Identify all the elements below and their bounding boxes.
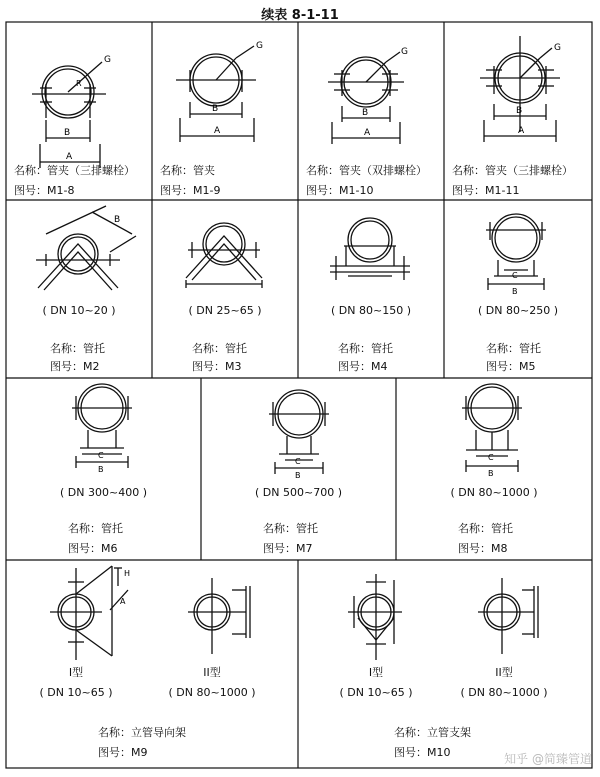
part-name: 名称：管托 [263,522,318,535]
part-code: 图号：M3 [192,360,242,373]
cell-m1-8 [6,22,152,200]
part-name: 名称：管夹 [160,164,215,177]
type-label: II型 [495,666,513,679]
part-name: 名称：管夹（三排螺栓） [452,164,573,177]
label-b: B [212,104,219,114]
pipe-size-range: ( DN 500~700 ) [255,486,342,499]
type-label: I型 [368,666,384,679]
label-g: G [104,55,111,65]
pipe-size-range: ( DN 80~1000 ) [460,686,548,699]
label-a: A [518,126,525,136]
part-code: 图号：M2 [50,360,100,373]
label-a: A [214,126,221,136]
part-code: 图号：M9 [98,746,148,759]
label-a: A [66,152,73,162]
cell-m10 [298,560,592,768]
part-code: 图号：M10 [394,746,451,759]
cell-m5 [444,200,592,378]
part-name: 名称：管夹（三排螺栓） [14,164,135,177]
cell-m1-11 [444,22,592,200]
part-name: 名称：立管导向架 [98,726,186,739]
pipe-size-range: ( DN 10~65 ) [39,686,113,699]
part-name: 名称：管托 [192,342,247,355]
part-code: 图号：M1-10 [306,184,374,197]
cell-m9 [6,560,298,768]
part-name: 名称：管夹（双排螺栓） [306,164,427,177]
part-code: 图号：M5 [486,360,536,373]
label-b: B [98,465,104,474]
type-label: I型 [68,666,84,679]
cell-m1-10 [298,22,444,200]
cell-m1-9 [152,22,298,200]
cell-m6 [6,378,201,560]
cell-m7 [201,378,396,560]
part-code: 图号：M4 [338,360,388,373]
pipe-size-range: ( DN 25~65 ) [188,304,262,317]
pipe-size-range: ( DN 80~1000 ) [450,486,538,499]
pipe-size-range: ( DN 80~250 ) [478,304,558,317]
part-code: 图号：M1-9 [160,184,221,197]
table-title: 续表 8-1-11 [261,8,339,23]
cell-m4 [298,200,444,378]
label-h: H [124,569,131,578]
label-b: B [64,128,71,138]
label-c: C [98,451,104,460]
label-b: B [512,287,518,296]
part-code: 图号：M6 [68,542,118,555]
label-a: A [120,597,126,606]
pipe-size-range: ( DN 10~65 ) [339,686,413,699]
part-name: 名称：管托 [68,522,123,535]
pipe-size-range: ( DN 80~1000 ) [168,686,256,699]
label-c: C [295,457,301,466]
part-name: 名称：管托 [458,522,513,535]
part-name: 名称：管托 [486,342,541,355]
label-c: C [488,453,494,462]
cell-m2 [6,200,152,378]
pipe-size-range: ( DN 300~400 ) [60,486,147,499]
part-name: 名称：管托 [50,342,105,355]
label-g: G [554,43,561,53]
label-a: A [364,128,371,138]
label-b: B [362,108,369,118]
label-g: G [256,41,263,51]
label-c: C [512,271,518,280]
part-code: 图号：M8 [458,542,508,555]
label-b: B [295,471,301,480]
part-name: 名称：立管支架 [394,726,471,739]
label-b: B [114,215,121,225]
type-label: II型 [203,666,221,679]
part-code: 图号：M7 [263,542,313,555]
pipe-size-range: ( DN 80~150 ) [331,304,411,317]
part-name: 名称：管托 [338,342,393,355]
part-code: 图号：M1-8 [14,184,75,197]
label-r: R [76,79,82,88]
label-b: B [516,106,523,116]
cell-m3 [152,200,298,378]
label-b: B [488,469,494,478]
cell-m8 [396,378,592,560]
watermark: 知乎 @简臻管道 [504,752,592,766]
part-code: 图号：M1-11 [452,184,520,197]
pipe-size-range: ( DN 10~20 ) [42,304,116,317]
label-g: G [401,47,408,57]
